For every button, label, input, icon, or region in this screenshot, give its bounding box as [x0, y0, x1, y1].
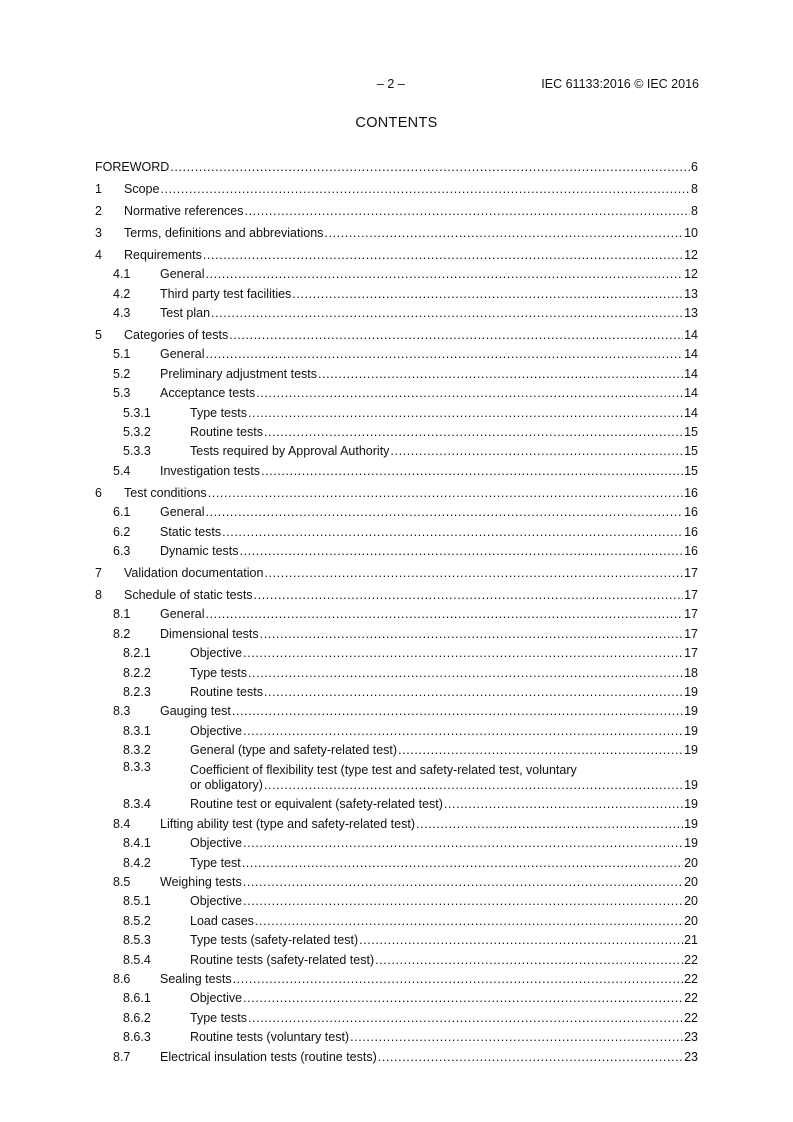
toc-entry[interactable] [95, 202, 698, 221]
toc-dot-leader [248, 664, 683, 683]
toc-entry[interactable] [95, 664, 698, 683]
toc-entry-page: 23 [684, 1049, 698, 1064]
toc-entry-title: Electrical insulation tests (routine tests) [160, 1049, 377, 1064]
toc-dot-leader [248, 1009, 683, 1028]
toc-entry-number: 8.2.2 [123, 665, 151, 680]
toc-entry-number: 6.3 [113, 543, 131, 558]
toc-entry-page: 16 [684, 543, 698, 558]
toc-entry[interactable] [95, 442, 698, 461]
toc-dot-leader [203, 246, 683, 265]
toc-entry-number: 8.6.2 [123, 1010, 151, 1025]
toc-dot-leader [324, 224, 683, 243]
toc-entry-number: 3 [95, 225, 102, 240]
toc-entry-number: 5.3.2 [123, 425, 151, 440]
toc-entry[interactable] [95, 760, 698, 795]
toc-entry-title: Tests required by Approval Authority [190, 444, 390, 459]
toc-entry[interactable] [95, 702, 698, 721]
toc-entry-title: Objective [190, 646, 243, 661]
toc-dot-leader [211, 304, 683, 323]
toc-entry-title: FOREWORD [95, 160, 170, 174]
toc-dot-leader [243, 722, 683, 741]
toc-entry-number: 8.1 [113, 607, 131, 622]
toc-dot-leader [416, 815, 683, 834]
toc-entry-page: 14 [684, 405, 698, 420]
toc-entry-title: Routine tests [190, 684, 263, 699]
toc-entry-number: 8.2 [113, 626, 131, 641]
toc-dot-leader [260, 625, 683, 644]
toc-entry-number: 6 [95, 485, 102, 500]
toc-entry[interactable] [95, 224, 698, 243]
toc-entry-number: 2 [95, 203, 102, 218]
toc-entry-title: Type tests [190, 405, 247, 420]
toc-dot-leader [245, 202, 691, 221]
toc-entry-page: 20 [684, 894, 698, 909]
toc-entry-page: 12 [684, 267, 698, 282]
toc-entry-title: Schedule of static tests [124, 587, 253, 602]
toc-entry[interactable] [95, 542, 698, 561]
toc-entry-number: 8.2.1 [123, 646, 151, 661]
toc-dot-leader [205, 503, 683, 522]
toc-entry-title: Objective [190, 894, 243, 909]
toc-entry-page: 10 [684, 225, 698, 240]
toc-entry-number: 8 [95, 587, 102, 602]
toc-entry-title: General [160, 607, 205, 622]
toc-entry-number: 5.3.3 [123, 444, 151, 459]
toc-entry-number: 8.3 [113, 704, 131, 719]
toc-dot-leader [254, 586, 684, 605]
toc-entry-number: 8.7 [113, 1049, 131, 1064]
toc-entry-title: Dimensional tests [160, 626, 259, 641]
toc-entry-page: 8 [691, 181, 698, 196]
toc-entry-page: 19 [684, 778, 698, 793]
toc-entry-number: 6.1 [113, 505, 131, 520]
toc-entry-title: Routine tests (safety-related test) [190, 952, 375, 967]
toc-entry[interactable] [95, 523, 698, 542]
toc-dot-leader [229, 326, 683, 345]
toc-entry[interactable] [95, 365, 698, 384]
toc-entry-page: 20 [684, 855, 698, 870]
toc-dot-leader [292, 285, 683, 304]
toc-dot-leader [264, 564, 683, 583]
toc-entry[interactable] [95, 892, 698, 911]
toc-entry-title: Routine test or equivalent (safety-related test) [190, 797, 443, 812]
toc-entry-number: 8.3.3 [123, 760, 151, 775]
table-of-contents [95, 158, 698, 1067]
toc-entry[interactable] [95, 951, 698, 970]
toc-dot-leader [208, 484, 683, 503]
toc-entry-page: 14 [684, 347, 698, 362]
toc-entry-title: Routine tests (voluntary test) [190, 1030, 350, 1045]
toc-entry-page: 13 [684, 306, 698, 321]
toc-entry[interactable] [95, 970, 698, 989]
toc-entry-page: 8 [691, 203, 698, 218]
toc-entry-title: Test plan [160, 306, 211, 321]
toc-dot-leader [240, 542, 684, 561]
toc-entry-page: 6 [691, 160, 698, 174]
toc-entry[interactable] [95, 834, 698, 853]
toc-entry-title: Requirements [124, 247, 202, 262]
toc-entry-number: 8.5 [113, 875, 131, 890]
toc-entry-page: 22 [684, 1010, 698, 1025]
toc-dot-leader [222, 523, 683, 542]
toc-dot-leader [205, 265, 683, 284]
toc-entry[interactable] [95, 180, 698, 199]
toc-dot-leader [398, 741, 683, 760]
toc-dot-leader [375, 951, 683, 970]
toc-entry-number: 5.4 [113, 463, 131, 478]
toc-entry-number: 5.1 [113, 347, 131, 362]
toc-entry[interactable] [95, 931, 698, 950]
toc-entry-number: 8.4.2 [123, 855, 151, 870]
toc-entry[interactable] [95, 404, 698, 423]
toc-dot-leader [318, 365, 683, 384]
toc-entry[interactable] [95, 854, 698, 873]
toc-entry-title: Type tests (safety-related test) [190, 933, 359, 948]
toc-entry-page: 17 [684, 646, 698, 661]
toc-entry-number: 8.5.2 [123, 913, 151, 928]
toc-entry-title: Investigation tests [160, 463, 261, 478]
toc-dot-leader [264, 683, 683, 702]
toc-entry-number: 5.3.1 [123, 405, 151, 420]
toc-entry[interactable] [95, 644, 698, 663]
toc-entry[interactable] [95, 741, 698, 760]
toc-entry-title: Routine tests [190, 425, 263, 440]
toc-entry-number: 8.6 [113, 971, 131, 986]
toc-entry-page: 17 [684, 607, 698, 622]
toc-entry-title: Lifting ability test (type and safety-related test) [160, 816, 415, 831]
toc-dot-leader [248, 404, 683, 423]
toc-entry[interactable] [95, 384, 698, 403]
toc-entry-number: 7 [95, 565, 102, 580]
toc-dot-leader [243, 873, 683, 892]
toc-entry-number: 8.4 [113, 816, 131, 831]
toc-dot-leader [243, 834, 683, 853]
toc-entry-number: 6.2 [113, 524, 131, 539]
toc-entry[interactable] [95, 265, 698, 284]
toc-entry-page: 19 [684, 797, 698, 812]
toc-dot-leader [378, 1048, 683, 1067]
toc-entry-title: Terms, definitions and abbreviations [124, 225, 324, 240]
toc-entry[interactable] [95, 304, 698, 323]
toc-entry-title: General [160, 505, 205, 520]
page-number: – 2 – [377, 77, 405, 91]
toc-entry-title: Preliminary adjustment tests [160, 366, 318, 381]
toc-entry-number: 8.3.1 [123, 723, 151, 738]
toc-entry-title: General [160, 347, 205, 362]
toc-entry[interactable] [95, 246, 698, 265]
toc-entry-number: 8.6.1 [123, 991, 151, 1006]
toc-dot-leader [390, 442, 683, 461]
toc-entry-title: Categories of tests [124, 328, 229, 343]
toc-entry-page: 15 [684, 463, 698, 478]
toc-entry[interactable] [95, 873, 698, 892]
toc-dot-leader [350, 1028, 683, 1047]
toc-entry-page: 20 [684, 875, 698, 890]
toc-entry-title: Third party test facilities [160, 286, 292, 301]
toc-entry[interactable] [95, 564, 698, 583]
toc-entry[interactable] [95, 815, 698, 834]
toc-entry-page: 18 [684, 665, 698, 680]
toc-entry-number: 4.1 [113, 267, 131, 282]
standard-reference: IEC 61133:2016 © IEC 2016 [541, 77, 699, 91]
toc-dot-leader [359, 931, 683, 950]
toc-entry[interactable] [95, 484, 698, 503]
toc-entry[interactable] [95, 345, 698, 364]
toc-entry-number: 8.3.2 [123, 743, 151, 758]
toc-dot-leader [243, 892, 683, 911]
toc-dot-leader [242, 854, 683, 873]
toc-entry-page: 19 [684, 723, 698, 738]
toc-dot-leader [233, 970, 684, 989]
toc-entry-page: 17 [684, 626, 698, 641]
toc-entry-page: 21 [684, 933, 698, 948]
toc-entry-title: Objective [190, 836, 243, 851]
toc-entry-page: 22 [684, 952, 698, 967]
toc-entry-page: 15 [684, 425, 698, 440]
toc-entry-title: Type tests [190, 665, 247, 680]
toc-entry-number: 5.2 [113, 366, 131, 381]
toc-dot-leader [170, 158, 690, 177]
toc-entry[interactable] [95, 722, 698, 741]
toc-entry-number: 8.5.4 [123, 952, 151, 967]
toc-entry[interactable] [95, 605, 698, 624]
toc-dot-leader [243, 644, 683, 663]
toc-entry[interactable] [95, 586, 698, 605]
toc-entry-page: 22 [684, 971, 698, 986]
toc-entry[interactable] [95, 1028, 698, 1047]
toc-entry[interactable] [95, 158, 698, 177]
toc-entry[interactable] [95, 1048, 698, 1067]
toc-entry-page: 16 [684, 485, 698, 500]
toc-entry-title: General [160, 267, 205, 282]
toc-entry[interactable] [95, 625, 698, 644]
toc-entry-page: 17 [684, 565, 698, 580]
toc-entry-title: Gauging test [160, 704, 231, 719]
toc-entry[interactable] [95, 423, 698, 442]
toc-entry-title: Objective [190, 723, 243, 738]
page-title: CONTENTS [355, 115, 438, 131]
toc-entry-page: 13 [684, 286, 698, 301]
toc-entry-number: 4 [95, 247, 102, 262]
toc-entry-title: Scope [124, 181, 160, 196]
toc-entry[interactable] [95, 989, 698, 1008]
toc-entry-number: 4.2 [113, 286, 131, 301]
toc-entry-title: Normative references [124, 203, 244, 218]
toc-entry-page: 19 [684, 704, 698, 719]
toc-entry-title: Validation documentation [124, 565, 264, 580]
toc-entry-number: 4.3 [113, 306, 131, 321]
toc-dot-leader [205, 605, 683, 624]
toc-entry[interactable] [95, 326, 698, 345]
toc-entry-page: 17 [684, 587, 698, 602]
toc-entry-number: 5.3 [113, 386, 131, 401]
toc-entry-page: 19 [684, 836, 698, 851]
toc-entry-title: Load cases [190, 913, 254, 928]
toc-entry[interactable] [95, 462, 698, 481]
toc-entry-page: 19 [684, 743, 698, 758]
toc-dot-leader [160, 180, 690, 199]
toc-entry[interactable] [95, 912, 698, 931]
toc-entry-page: 16 [684, 505, 698, 520]
toc-dot-leader [205, 345, 683, 364]
toc-entry-page: 19 [684, 816, 698, 831]
toc-entry[interactable] [95, 1009, 698, 1028]
toc-dot-leader [444, 795, 683, 814]
toc-entry-title: Acceptance tests [160, 386, 256, 401]
toc-dot-leader [232, 702, 683, 721]
toc-entry-title: Test conditions [124, 485, 207, 500]
toc-dot-leader [255, 912, 683, 931]
toc-entry-title: Weighing tests [160, 875, 242, 890]
toc-entry-title: Objective [190, 991, 243, 1006]
toc-entry-page: 22 [684, 991, 698, 1006]
toc-entry-number: 5 [95, 328, 102, 343]
toc-entry[interactable] [95, 795, 698, 814]
toc-dot-leader [256, 384, 683, 403]
toc-entry-page: 19 [684, 684, 698, 699]
toc-entry-title: Type test [190, 855, 241, 870]
toc-entry-title-continued: or obligatory) [190, 778, 263, 793]
toc-entry-number: 1 [95, 181, 102, 196]
toc-entry-number: 8.5.1 [123, 894, 151, 909]
toc-entry[interactable] [95, 683, 698, 702]
toc-entry-page: 14 [684, 328, 698, 343]
toc-dot-leader [243, 989, 683, 1008]
toc-dot-leader [264, 778, 683, 793]
toc-entry-page: 15 [684, 444, 698, 459]
toc-entry-page: 12 [684, 247, 698, 262]
toc-dot-leader [261, 462, 683, 481]
toc-entry-number: 8.5.3 [123, 933, 151, 948]
toc-entry-title: Dynamic tests [160, 543, 239, 558]
toc-entry-page: 16 [684, 524, 698, 539]
toc-entry-number: 8.4.1 [123, 836, 151, 851]
toc-entry[interactable] [95, 503, 698, 522]
toc-entry-title: Type tests [190, 1010, 247, 1025]
toc-entry-page: 14 [684, 366, 698, 381]
toc-dot-leader [264, 423, 683, 442]
toc-entry-title: Sealing tests [160, 971, 232, 986]
toc-entry-page: 23 [684, 1030, 698, 1045]
toc-entry[interactable] [95, 285, 698, 304]
toc-entry-number: 8.6.3 [123, 1030, 151, 1045]
toc-entry-title: Static tests [160, 524, 222, 539]
toc-entry-page: 20 [684, 913, 698, 928]
toc-entry-number: 8.2.3 [123, 684, 151, 699]
toc-entry-page: 14 [684, 386, 698, 401]
toc-entry-number: 8.3.4 [123, 797, 151, 812]
toc-entry-title: General (type and safety-related test) [190, 743, 398, 758]
toc-entry-title: Coefficient of flexibility test (type test and safety-related test, voluntary [190, 763, 577, 778]
